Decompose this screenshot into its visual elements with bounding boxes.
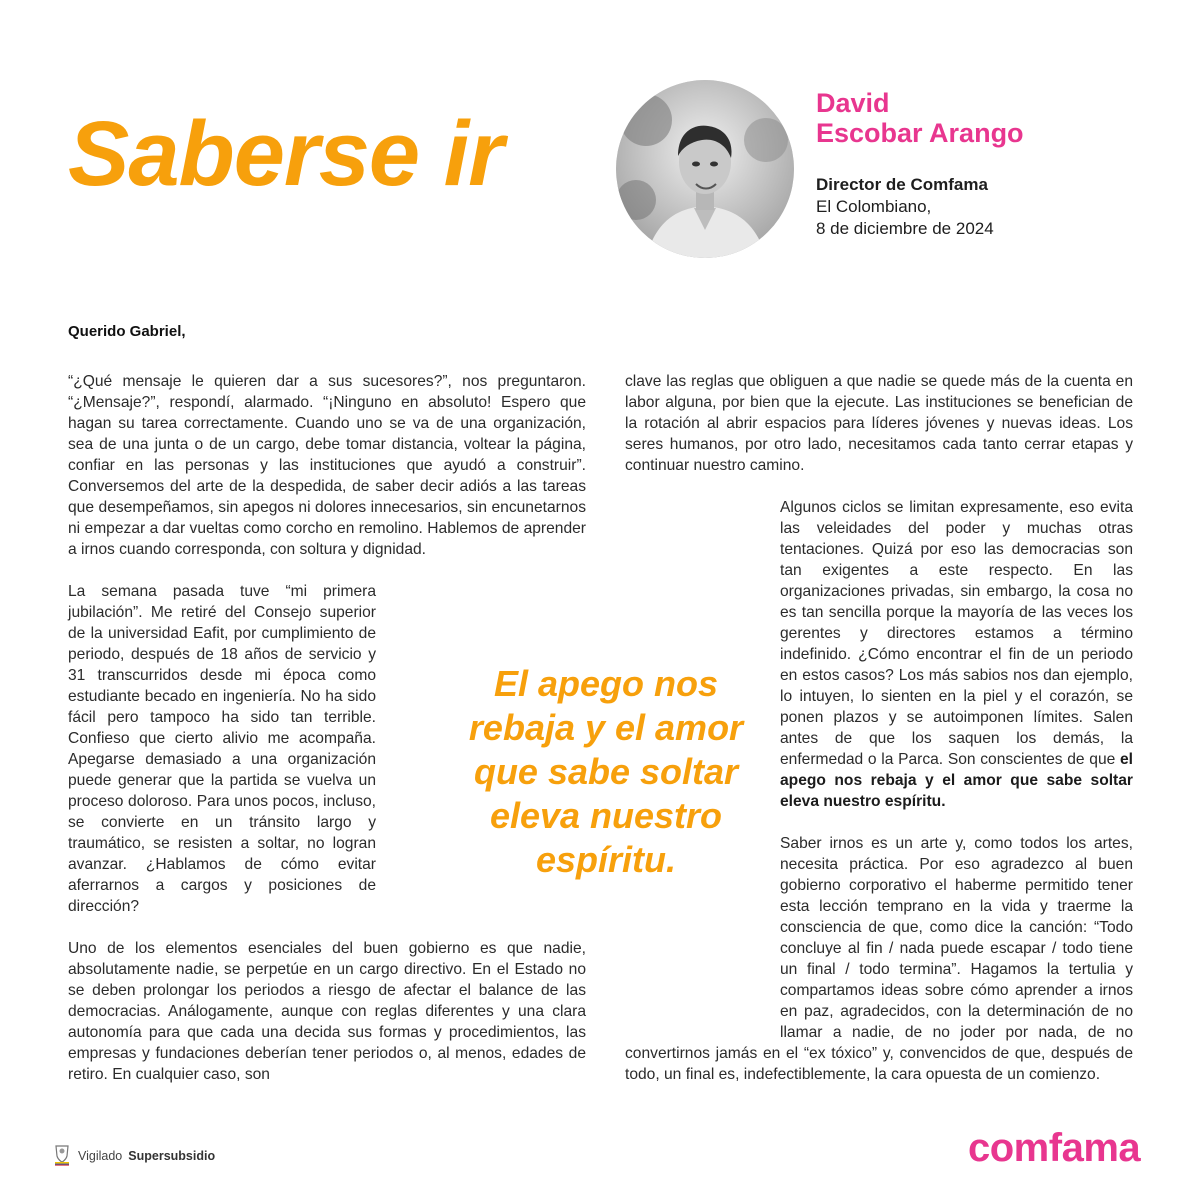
highlighted-text: el apego nos rebaja y el amor que sabe soltar eleva nuestro espíritu. bbox=[780, 751, 1133, 810]
brand-wordmark: comfama bbox=[968, 1126, 1141, 1170]
paragraph: clave las reglas que obliguen a que nadie se quede más de la cuenta en labor alguna, por bien que la ejecute. Las instituciones se benefician de la rotación al abrir espacios para líderes jóvenes y nuevas ideas. Los seres humanos, por otro lado, necesitamos cada tanto cerrar etapas y continuar nuestro camino. bbox=[625, 373, 1133, 474]
author-photo bbox=[616, 80, 794, 258]
paragraph: Saber irnos es un arte y, como todos los artes, necesita práctica. Por eso agradezco al buen gobierno corporativo el haberme permitido tener esta lección temprano en la vida y traerme la consciencia de que, como dice la canción: “Todo concluye al fin / nada puede escapar / todo tiene un final / todo termina”. Hagamos la tertulia y compartamos ideas sobre cómo aprender a irnos en paz, agradecidos, con la determinación de no llamar a nadie, de no joder por nada, de no convertirnos jamás en el “ex tóxico” y, convencidos de que, después de todo, un final es, indefectiblemente, la cara opuesta de un comienzo. bbox=[625, 835, 1133, 1083]
coat-of-arms-icon bbox=[52, 1142, 72, 1169]
author-block bbox=[816, 88, 1024, 240]
comfama-logo bbox=[968, 1126, 1150, 1175]
footer-supervision bbox=[52, 1142, 215, 1169]
paragraph: “¿Qué mensaje le quieren dar a sus sucesores?”, nos preguntaron. “¿Mensaje?”, respondí, alarmado. “¡Ninguno en absoluto! Espero que hagan su tarea correctamente. Cuando uno se va de una organización, sea de una junta o de un cargo, debe tomar distancia, voltear la página, confiar en las personas y las instituciones que ayudó a construir”. Conversemos del arte de la despedida, de saber decir adiós a las tareas que desempeñamos, sin apegos ni dolores innecesarios, sin encunetarnos ni empezar a dar vueltas como corcho en remolino. Hablemos de aprender a irnos cuando corresponda, con soltura y dignidad. bbox=[68, 373, 586, 558]
author-name-first: David bbox=[816, 88, 890, 118]
paragraph: La semana pasada tuve “mi primera jubilación”. Me retiré del Consejo superior de la universidad Eafit, por cumplimiento de periodo, después de 18 años de servicio y 31 transcurridos desde mi época como estudiante becado en ingeniería. No ha sido fácil pero tampoco ha sido tan terrible. Confieso que cierto alivio me acompaña. Apegarse demasiado a una organización puede generar que la partida se vuelva un proceso doloroso. Para unos pocos, incluso, se convierte en un tránsito largo y traumático, se resisten a soltar, no logran avanzar. ¿Hablamos de cómo evitar aferrarnos a cargos y posiciones de dirección? bbox=[68, 583, 376, 915]
publication-name: El Colombiano, bbox=[816, 197, 932, 216]
supervising-entity: Supersubsidio bbox=[128, 1148, 216, 1163]
letter-greeting: Querido Gabriel, bbox=[68, 323, 186, 340]
paragraph-text: Algunos ciclos se limitan expresamente, eso evita las veleidades del poder y muchas otras tentaciones. Quizá por eso las democracias son tan exigentes a este respecto. En las organizaciones privadas, sin embargo, la cosa no es tan sencilla porque la mayoría de las veces los gerentes y directores estamos a término indefinido. ¿Cómo encontrar el fin de un periodo en estos casos? Los más sabios nos dan ejemplo, lo intuyen, lo sienten en la piel y el corazón, se ponen plazos y se autoimponen límites. Salen antes de que los saquen los demás, la enfermedad o la Parca. Son conscientes de que bbox=[780, 499, 1133, 768]
author-role: Director de Comfama bbox=[816, 175, 988, 194]
pull-quote: El apego nos rebaja y el amor que sabe soltar eleva nuestro espíritu. bbox=[468, 663, 744, 880]
paragraph: Uno de los elementos esenciales del buen gobierno es que nadie, absolutamente nadie, se perpetúe en un cargo directivo. En el Estado no se deben prolongar los periodos a riesgo de afectar el balance de las democracias. Análogamente, aunque con reglas diferentes y una clara autonomía para que cada una decida sus formas y procedimientos, las empresas y fundaciones deberían tener periodos o, al menos, edades de retiro. En cualquier caso, son bbox=[68, 940, 586, 1083]
publication-date: 8 de diciembre de 2024 bbox=[816, 219, 994, 238]
article-title: Saberse ir bbox=[68, 103, 503, 205]
vigilado-label: Vigilado bbox=[78, 1148, 123, 1163]
author-name-last: Escobar Arango bbox=[816, 118, 1024, 148]
